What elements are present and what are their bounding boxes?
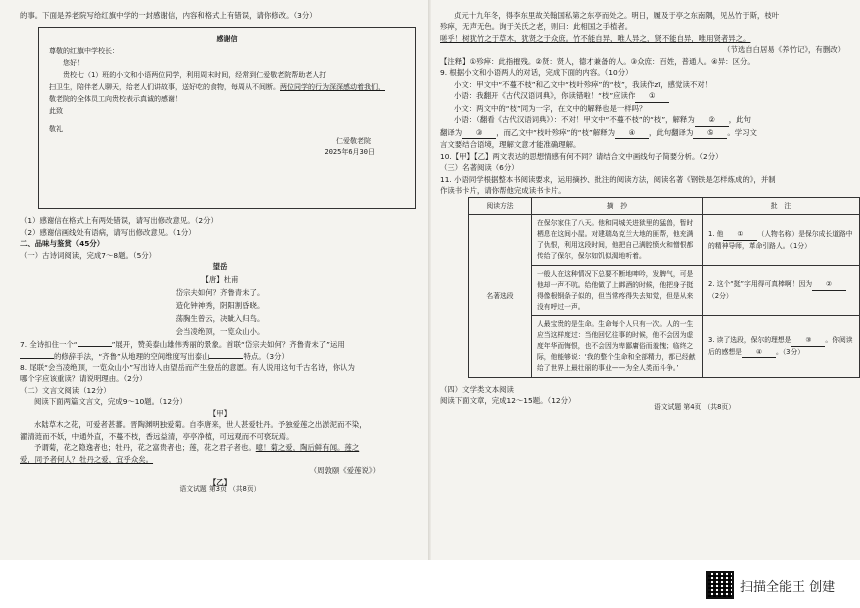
answer-blank[interactable]: ③ (791, 335, 825, 347)
question-1: （1）感谢信在格式上有两处错误，请写出修改意见。（2分） (20, 216, 218, 226)
dialogue-line: 小文：甲文中“不蔓不枝”和乙文中“枝叶殄瘁”的“枝”，我读作zī，感觉读不对！ (454, 79, 713, 89)
subsection-heading: （三）名著阅读（6分） (440, 163, 519, 173)
table-header: 阅读方法 (469, 197, 532, 215)
subsection-task: 阅读下面两篇文言文，完成9～10题。（12分） (34, 397, 187, 407)
annotation-cell: 1. 他 ① （人物名称）是保尔成长道路中的精神导师，革命引路人。（1分） (703, 215, 860, 266)
excerpt-cell: 人最宝贵的是生命。生命每个人只有一次。人的一生应当这样度过：当他回忆往事的时候，他不会因为虚度年华而悔恨，也不会因为卑鄙庸俗而羞愧；临终之际，他能够说：‘我的整个生命和全部精力，都已经献给了世界上最壮丽的事业——为全人类而斗争。’ (532, 316, 703, 377)
subsection-heading: （一）古诗词阅读，完成7～8题。（5分） (20, 250, 157, 260)
answer-blank[interactable]: ④ (742, 347, 776, 359)
letter-salutation: 尊敬的红旗中学校长： (49, 47, 119, 56)
answer-blank[interactable]: ① (635, 90, 669, 102)
poem-line: 造化钟神秀，阴阳割昏晓。 (175, 301, 265, 311)
classical-text-jia: 水陆草木之花，可爱者甚蕃。晋陶渊明独爱菊。自李唐来，世人甚爱牡丹。予独爱莲之出淤泥而不染， (34, 420, 367, 430)
text-label-jia: 【甲】 (208, 408, 232, 418)
text-label-yi: 【乙】 (208, 477, 232, 487)
reading-card-table (468, 197, 860, 378)
answer-blank[interactable] (209, 358, 243, 359)
poem-line: 会当凌绝顶，一览众山小。 (175, 327, 265, 337)
question-8: 8. 尾联“会当凌绝顶，一览众山小”写出诗人由望岳而产生登岳的意愿。有人说用这句千古名诗，你认为 (20, 363, 355, 372)
letter-title: 感谢信 (216, 35, 238, 44)
excerpt-cell: 一般人在这种情况下总要不断地呻吟，发脾气，可是他却一声不吭。给他做了上綁酒的时候，他把身子挺得像根钢条子似的，但当常疼得失去知觉，但是从来没有呼过一声。 (532, 265, 703, 316)
exam-page-3 (20, 10, 420, 493)
question-intro: 的事。下面是养老院写给红旗中学的一封感谢信，内容和格式上有错误，请你修改。（3分） (20, 11, 317, 20)
question-2: （2）感谢信画线处有语病，请写出修改意见。（1分） (20, 227, 196, 237)
page-footer: 语文试题 第3页 （共8页） (179, 484, 261, 493)
question-11: 11. 小语同学根据整本书阅读要求，运用摘抄、批注的阅读方法，阅读名著《钢铁是怎样炼成的》，并制 (440, 174, 776, 184)
question-9: 9. 根据小文和小语两人的对话，完成下面的内容。（10分） (440, 68, 633, 78)
question-7-cont: 的修辞手法，“齐鲁”从地理的空间维度写出泰山 特点。（3分） (20, 351, 420, 362)
answer-blank[interactable]: ② (695, 114, 729, 126)
scanner-watermark (706, 570, 835, 600)
letter-body-3: 敬老院的全体员工向贵校表示真诚的感谢！ (49, 94, 182, 103)
letter-body-2: 扫卫生，陪伴老人聊天，给老人们讲故事，送好吃的食物，每周从不间断。两位同学的行为深深感动着我们， (49, 83, 385, 92)
classical-text-jia: 爱，同予者何人？牡丹之爱，宜乎众矣。 (20, 454, 154, 464)
thank-you-letter (38, 27, 416, 209)
poem-line: 荡胸生曾云，决眦入归鸟。 (175, 314, 265, 324)
qr-code-icon (706, 571, 734, 599)
subsection-heading: （二）文言文阅读（12分） (20, 385, 111, 395)
classical-text-yi: 殄瘁，无声无色。询于关氏之老，则曰：此相国之手植者。 (440, 22, 633, 32)
table-header-row (469, 197, 860, 215)
poem (20, 261, 420, 339)
letter-body-1: 贵校七（1）班的小文和小语两位同学，利用周末时间，经常到仁爱敬老院帮助老人打 (63, 71, 327, 80)
table-row (469, 215, 860, 266)
classical-text-yi-underlined: 嗟乎！树犹竹之于草木，犹贤之于众庶。竹不能自异，唯人异之，贤不能自异，唯用贤者异之。 (440, 33, 751, 43)
classical-text-yi: 贞元十九年冬，得李东里故关翰国私第之东亭而处之。明日，履及于亭之东南隅，见丛竹于斯，枝叶 (454, 11, 780, 20)
letter-date: 2025年6月30日 (324, 148, 375, 157)
table-header: 摘 抄 (532, 197, 703, 215)
annotation-cell: 3. 读了选段，保尔的理想是 ③ 。你阅读后的感想是 ④ 。（3分） (703, 316, 860, 377)
subsection-task: 阅读下面文章，完成12～15题。（12分） (440, 396, 576, 406)
page-footer: 语文试题 第4页 （共8页） (654, 403, 735, 412)
poem-title: 望岳 (212, 262, 228, 272)
page-fold (428, 0, 431, 560)
dialogue-line: 言文要结合语境，理解文意才能准确理解。 (440, 140, 581, 150)
poem-author: 【唐】杜甫 (201, 275, 239, 285)
answer-blank[interactable]: ① (723, 229, 757, 241)
dialogue-line: 小语：（翻看《古代汉语词典》）：不对！甲文中“不蔓不枝”的“枝”，解释为 ② ，此句 (440, 114, 845, 126)
table-row-label: 名著选段 (469, 215, 532, 377)
question-10: 10.【甲】【乙】两文表达的思想情感有何不同？请结合文中画线句子简要分析。（2分） (440, 151, 723, 161)
subsection-heading: （四）文学类文本阅读 (440, 384, 514, 394)
letter-underlined-sentence: 两位同学的行为深深感动着我们， (280, 83, 385, 92)
letter-closing-1: 此致 (49, 106, 63, 115)
question-11-cont: 作读书卡片，请你帮他完成读书卡片。 (440, 186, 566, 196)
annotation-cell: 2. 这个“挺”字用得可真棒啊！因为 ②（2分） (703, 265, 860, 316)
answer-blank[interactable]: ② (812, 279, 846, 291)
dialogue-line: 小文：两文中的“枝”同为一字，在文中的解释也是一样吗？ (454, 103, 647, 113)
letter-closing-2: 敬礼 (49, 124, 63, 133)
annotations: 【注释】①殄瘁：此指摧残。②贤：贤人，德才兼备的人。③众庶：百姓，普通人。④异：区分。 (440, 56, 755, 66)
answer-blank[interactable] (78, 346, 112, 347)
poem-line: 岱宗夫如何？齐鲁青未了。 (175, 288, 265, 298)
classical-text-jia: 濯清涟而不妖，中通外直，不蔓不枝，香远益清，亭亭净植，可远观而不可亵玩焉。 (20, 431, 294, 441)
section-heading: 二、品味与鉴赏（45分） (20, 239, 105, 249)
classical-text-jia: 予谓菊，花之隐逸者也；牡丹，花之富贵者也；莲，花之君子者也。噫！菊之爱，陶后鲜有闻。莲之 (34, 443, 360, 453)
question-7: 7. 全诗扣住一个“ ”展开，赞美泰山雄伟秀丽的景象。首联“岱宗夫如何？齐鲁青未了”运用 (20, 340, 345, 350)
answer-blank[interactable]: ③ (462, 127, 496, 139)
answer-blank[interactable] (20, 358, 54, 359)
exam-page-4 (440, 10, 853, 412)
table-header: 批 注 (703, 197, 860, 215)
question-8-cont: 哪个字应该重读？请说明理由。（2分） (20, 374, 147, 384)
text-source: （节选自白居易《养竹记》，有删改） (723, 45, 845, 55)
letter-sender: 仁爱敬老院 (336, 136, 371, 145)
dialogue-line: 翻译为 ③ ，而乙文中“枝叶殄瘁”的“枝”解释为 ④ ，此句翻译为 ⑤ 。学习文 (440, 127, 845, 139)
answer-blank[interactable]: ④ (615, 127, 649, 139)
watermark-text: 扫描全能王 创建 (740, 579, 836, 595)
letter-greeting: 您好！ (63, 59, 84, 68)
text-source: （周敦颐《爱莲说》） (309, 466, 380, 476)
answer-blank[interactable]: ⑤ (693, 127, 727, 139)
excerpt-cell: 在保尔家住了八天。他和同城关进狱里的猛兽，暂时栖息在这间小屋。对建瑞岛克兰大地的匪帮，他充满了仇恨，利用这段时间，他把自己满腔愤火和憎恨都传给了保尔，保尔如饥似渴地听着。 (532, 215, 703, 266)
dialogue-line: 小语：我翻开《古代汉语词典》，你读错啦！“枝”应读作 ① (440, 90, 845, 102)
